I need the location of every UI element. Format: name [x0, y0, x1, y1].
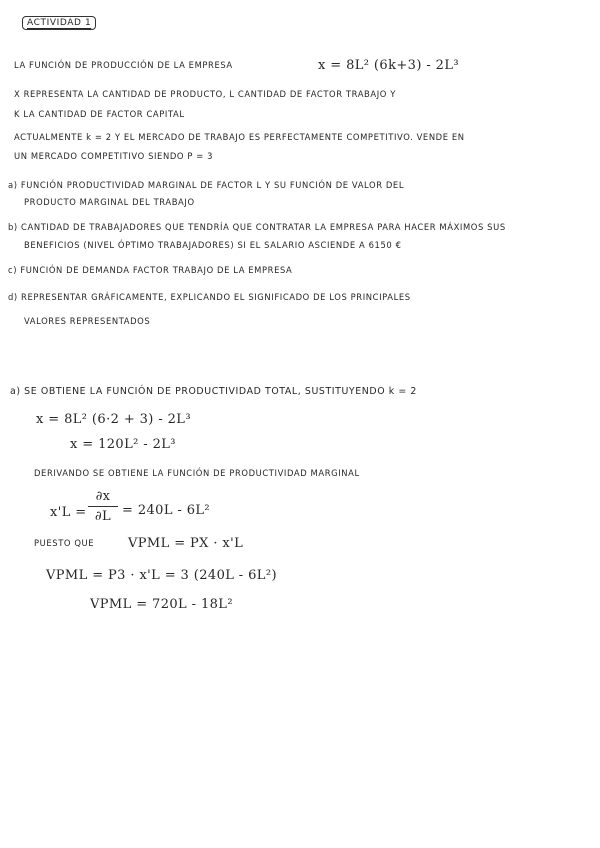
- intro-line-3: K LA CANTIDAD DE FACTOR CAPITAL: [14, 109, 185, 119]
- question-c-line-1: c) FUNCIÓN DE DEMANDA FACTOR TRABAJO DE LA EMPRESA: [8, 265, 293, 275]
- answer-a-eq-5: VPML = 720L - 18L²: [90, 597, 233, 612]
- answer-a-eq-3-lhs: x'L =: [50, 505, 87, 520]
- answer-a-fraction-numerator: ∂x: [95, 489, 111, 504]
- question-b-line-1: b) CANTIDAD DE TRABAJADORES QUE TENDRÍA QUE CONTRATAR LA EMPRESA PARA HACER MÁXIMOS SUS: [8, 222, 506, 232]
- fraction-bar: [88, 506, 118, 507]
- question-d-line-1: d) REPRESENTAR GRÁFICAMENTE, EXPLICANDO EL SIGNIFICADO DE LOS PRINCIPALES: [8, 292, 411, 302]
- intro-line-2: X REPRESENTA LA CANTIDAD DE PRODUCTO, L CANTIDAD DE FACTOR TRABAJO Y: [14, 89, 396, 99]
- answer-a-fraction-denominator: ∂L: [94, 509, 112, 524]
- answer-a-eq-2: x = 120L² - 2L³: [70, 437, 176, 452]
- answer-a-derivation-text: DERIVANDO SE OBTIENE LA FUNCIÓN DE PRODUCTIVIDAD MARGINAL: [34, 468, 360, 478]
- answer-a-since-text: PUESTO QUE: [34, 538, 95, 548]
- question-d-line-2: VALORES REPRESENTADOS: [24, 316, 151, 326]
- intro-line-4: ACTUALMENTE k = 2 Y EL MERCADO DE TRABAJO ES PERFECTAMENTE COMPETITIVO. VENDE EN: [14, 132, 465, 142]
- question-a-line-1: a) FUNCIÓN PRODUCTIVIDAD MARGINAL DE FACTOR L Y SU FUNCIÓN DE VALOR DEL: [8, 180, 405, 190]
- activity-heading: ACTIVIDAD 1: [22, 16, 96, 30]
- answer-a-eq-3-rhs: = 240L - 6L²: [122, 503, 211, 518]
- answer-a-derivative-fraction: [88, 489, 118, 524]
- answer-a-since-formula: VPML = PX · x'L: [128, 536, 244, 551]
- intro-line-5: UN MERCADO COMPETITIVO SIENDO P = 3: [14, 151, 214, 161]
- question-a-line-2: PRODUCTO MARGINAL DEL TRABAJO: [24, 197, 195, 207]
- intro-line-1-text: LA FUNCIÓN DE PRODUCCIÓN DE LA EMPRESA: [14, 60, 233, 70]
- intro-production-formula: x = 8L² (6k+3) - 2L³: [318, 58, 459, 73]
- answer-a-intro: a) SE OBTIENE LA FUNCIÓN DE PRODUCTIVIDAD TOTAL, SUSTITUYENDO k = 2: [10, 386, 417, 397]
- answer-a-eq-1: x = 8L² (6·2 + 3) - 2L³: [36, 412, 191, 427]
- question-b-line-2: BENEFICIOS (NIVEL ÓPTIMO TRABAJADORES) SI EL SALARIO ASCIENDE A 6150 €: [24, 240, 402, 250]
- answer-a-eq-4: VPML = P3 · x'L = 3 (240L - 6L²): [46, 568, 277, 583]
